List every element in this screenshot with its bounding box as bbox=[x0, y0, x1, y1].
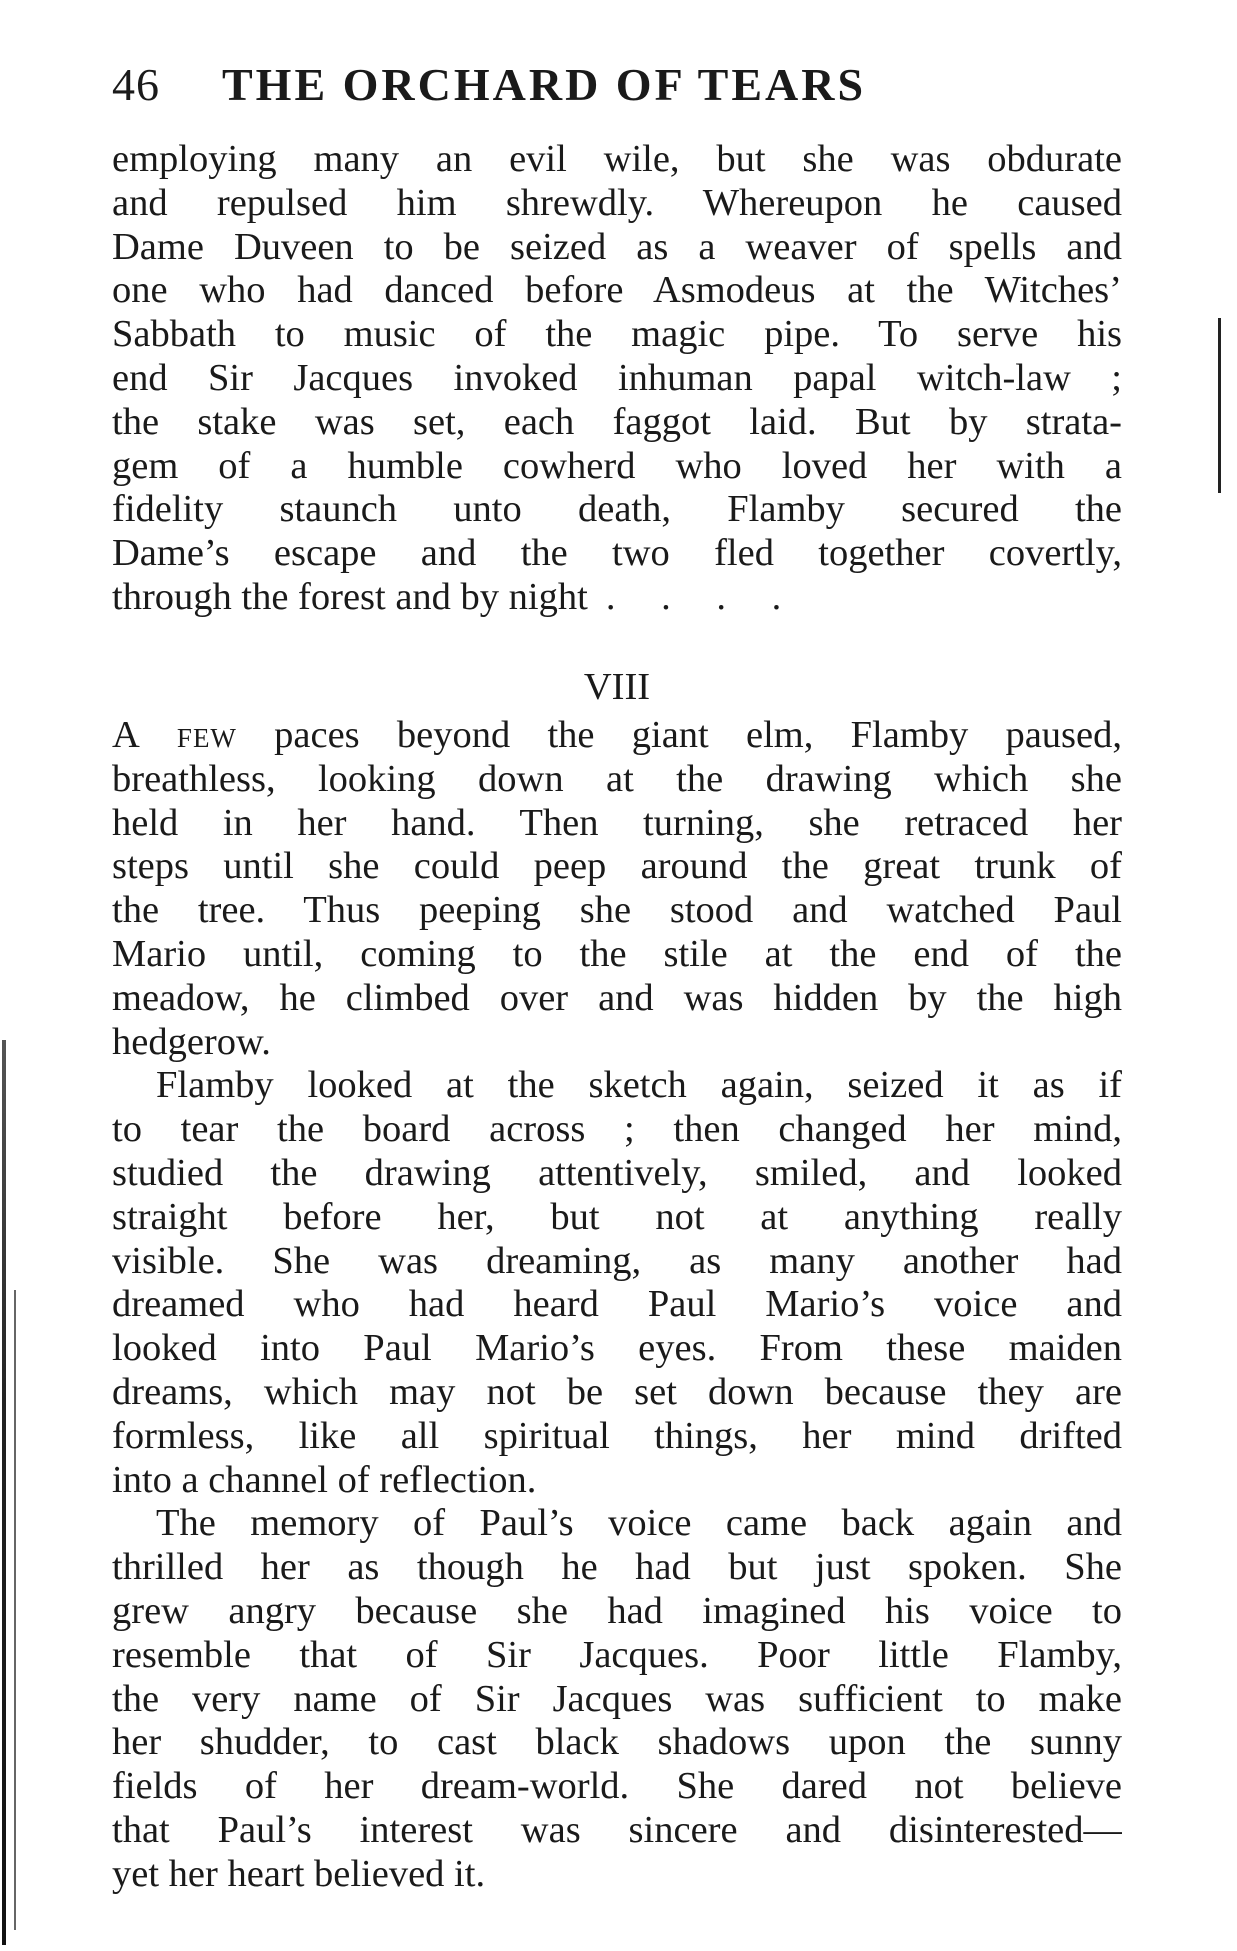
text-line: held in her hand. Then turning, she retraced her bbox=[112, 801, 1122, 844]
text-line: grew angry because she had imagined his voice to bbox=[112, 1589, 1122, 1632]
text-line: thrilled her as though he had but just spoken. She bbox=[112, 1546, 1122, 1589]
page-number: 46 bbox=[112, 59, 160, 110]
text-line: breathless, looking down at the drawing which she bbox=[112, 757, 1122, 800]
text-line: Mario until, coming to the stile at the end of the bbox=[112, 932, 1122, 975]
text-line: yet her heart believed it. bbox=[112, 1852, 486, 1895]
section-heading: VIII bbox=[583, 666, 651, 708]
text-line: The memory of Paul’s voice came back again and bbox=[156, 1502, 1122, 1545]
text-line: meadow, he climbed over and was hidden by the high bbox=[112, 976, 1122, 1019]
text-line: one who had danced before Asmodeus at the Witches’ bbox=[112, 269, 1122, 312]
text-line: resemble that of Sir Jacques. Poor little Flamby, bbox=[112, 1633, 1122, 1676]
text-line: studied the drawing attentively, smiled, and looked bbox=[112, 1151, 1122, 1194]
text-line: straight before her, but not at anything really bbox=[112, 1195, 1122, 1238]
text-line: employing many an evil wile, but she was obdurate bbox=[112, 138, 1122, 180]
continuation-paragraph bbox=[112, 138, 1122, 620]
text-line: dreamed who had heard Paul Mario’s voice and bbox=[112, 1283, 1122, 1326]
text-line: hedgerow. bbox=[112, 1020, 271, 1063]
text-line: fields of her dream-world. She dared not believe bbox=[112, 1765, 1122, 1808]
text-line: formless, like all spiritual things, her mind drifted bbox=[112, 1414, 1122, 1457]
text-line-last bbox=[112, 576, 1122, 620]
page-header bbox=[112, 58, 1122, 118]
scan-edge-line bbox=[14, 1290, 16, 1930]
section-body bbox=[112, 714, 1122, 1897]
text-line: to tear the board across ; then changed her mind, bbox=[112, 1108, 1122, 1151]
text-line: dreams, which may not be set down because they are bbox=[112, 1370, 1122, 1413]
opening-small-caps: A few bbox=[112, 714, 237, 756]
text-line: looked into Paul Mario’s eyes. From these maiden bbox=[112, 1327, 1122, 1370]
text-line: Dame Duveen to be seized as a weaver of spells and bbox=[112, 225, 1122, 268]
text-line: that Paul’s interest was sincere and disinterested— bbox=[112, 1808, 1122, 1851]
text-line: visible. She was dreaming, as many another had bbox=[112, 1239, 1122, 1282]
text-line: end Sir Jacques invoked inhuman papal witch-law ; bbox=[112, 356, 1122, 399]
text-line-opening bbox=[112, 714, 1122, 758]
text-line: the tree. Thus peeping she stood and watched Paul bbox=[112, 889, 1122, 932]
text-line: Dame’s escape and the two fled together covertly, bbox=[112, 532, 1122, 575]
ellipsis: . . . . bbox=[605, 575, 800, 618]
text-line: and repulsed him shrewdly. Whereupon he caused bbox=[112, 181, 1122, 224]
text-line: Sabbath to music of the magic pipe. To serve his bbox=[112, 313, 1122, 356]
text-line: steps until she could peep around the great trunk of bbox=[112, 845, 1122, 888]
opening-line-rest: paces beyond the giant elm, Flamby paused, bbox=[236, 714, 1122, 756]
text-line-content: through the forest and by night bbox=[112, 575, 588, 618]
margin-rule-mark bbox=[1218, 318, 1221, 493]
text-line: into a channel of reflection. bbox=[112, 1458, 537, 1501]
text-line: her shudder, to cast black shadows upon the sunny bbox=[112, 1721, 1122, 1764]
text-line: fidelity staunch unto death, Flamby secured the bbox=[112, 488, 1122, 531]
scan-edge-shadow bbox=[2, 1040, 6, 1945]
text-line: the stake was set, each faggot laid. But by strata- bbox=[112, 400, 1122, 443]
text-line: Flamby looked at the sketch again, seized it as if bbox=[156, 1064, 1122, 1107]
text-line: the very name of Sir Jacques was sufficient to make bbox=[112, 1677, 1122, 1720]
text-line: gem of a humble cowherd who loved her with a bbox=[112, 444, 1122, 487]
running-title: THE ORCHARD OF TEARS bbox=[222, 59, 867, 110]
